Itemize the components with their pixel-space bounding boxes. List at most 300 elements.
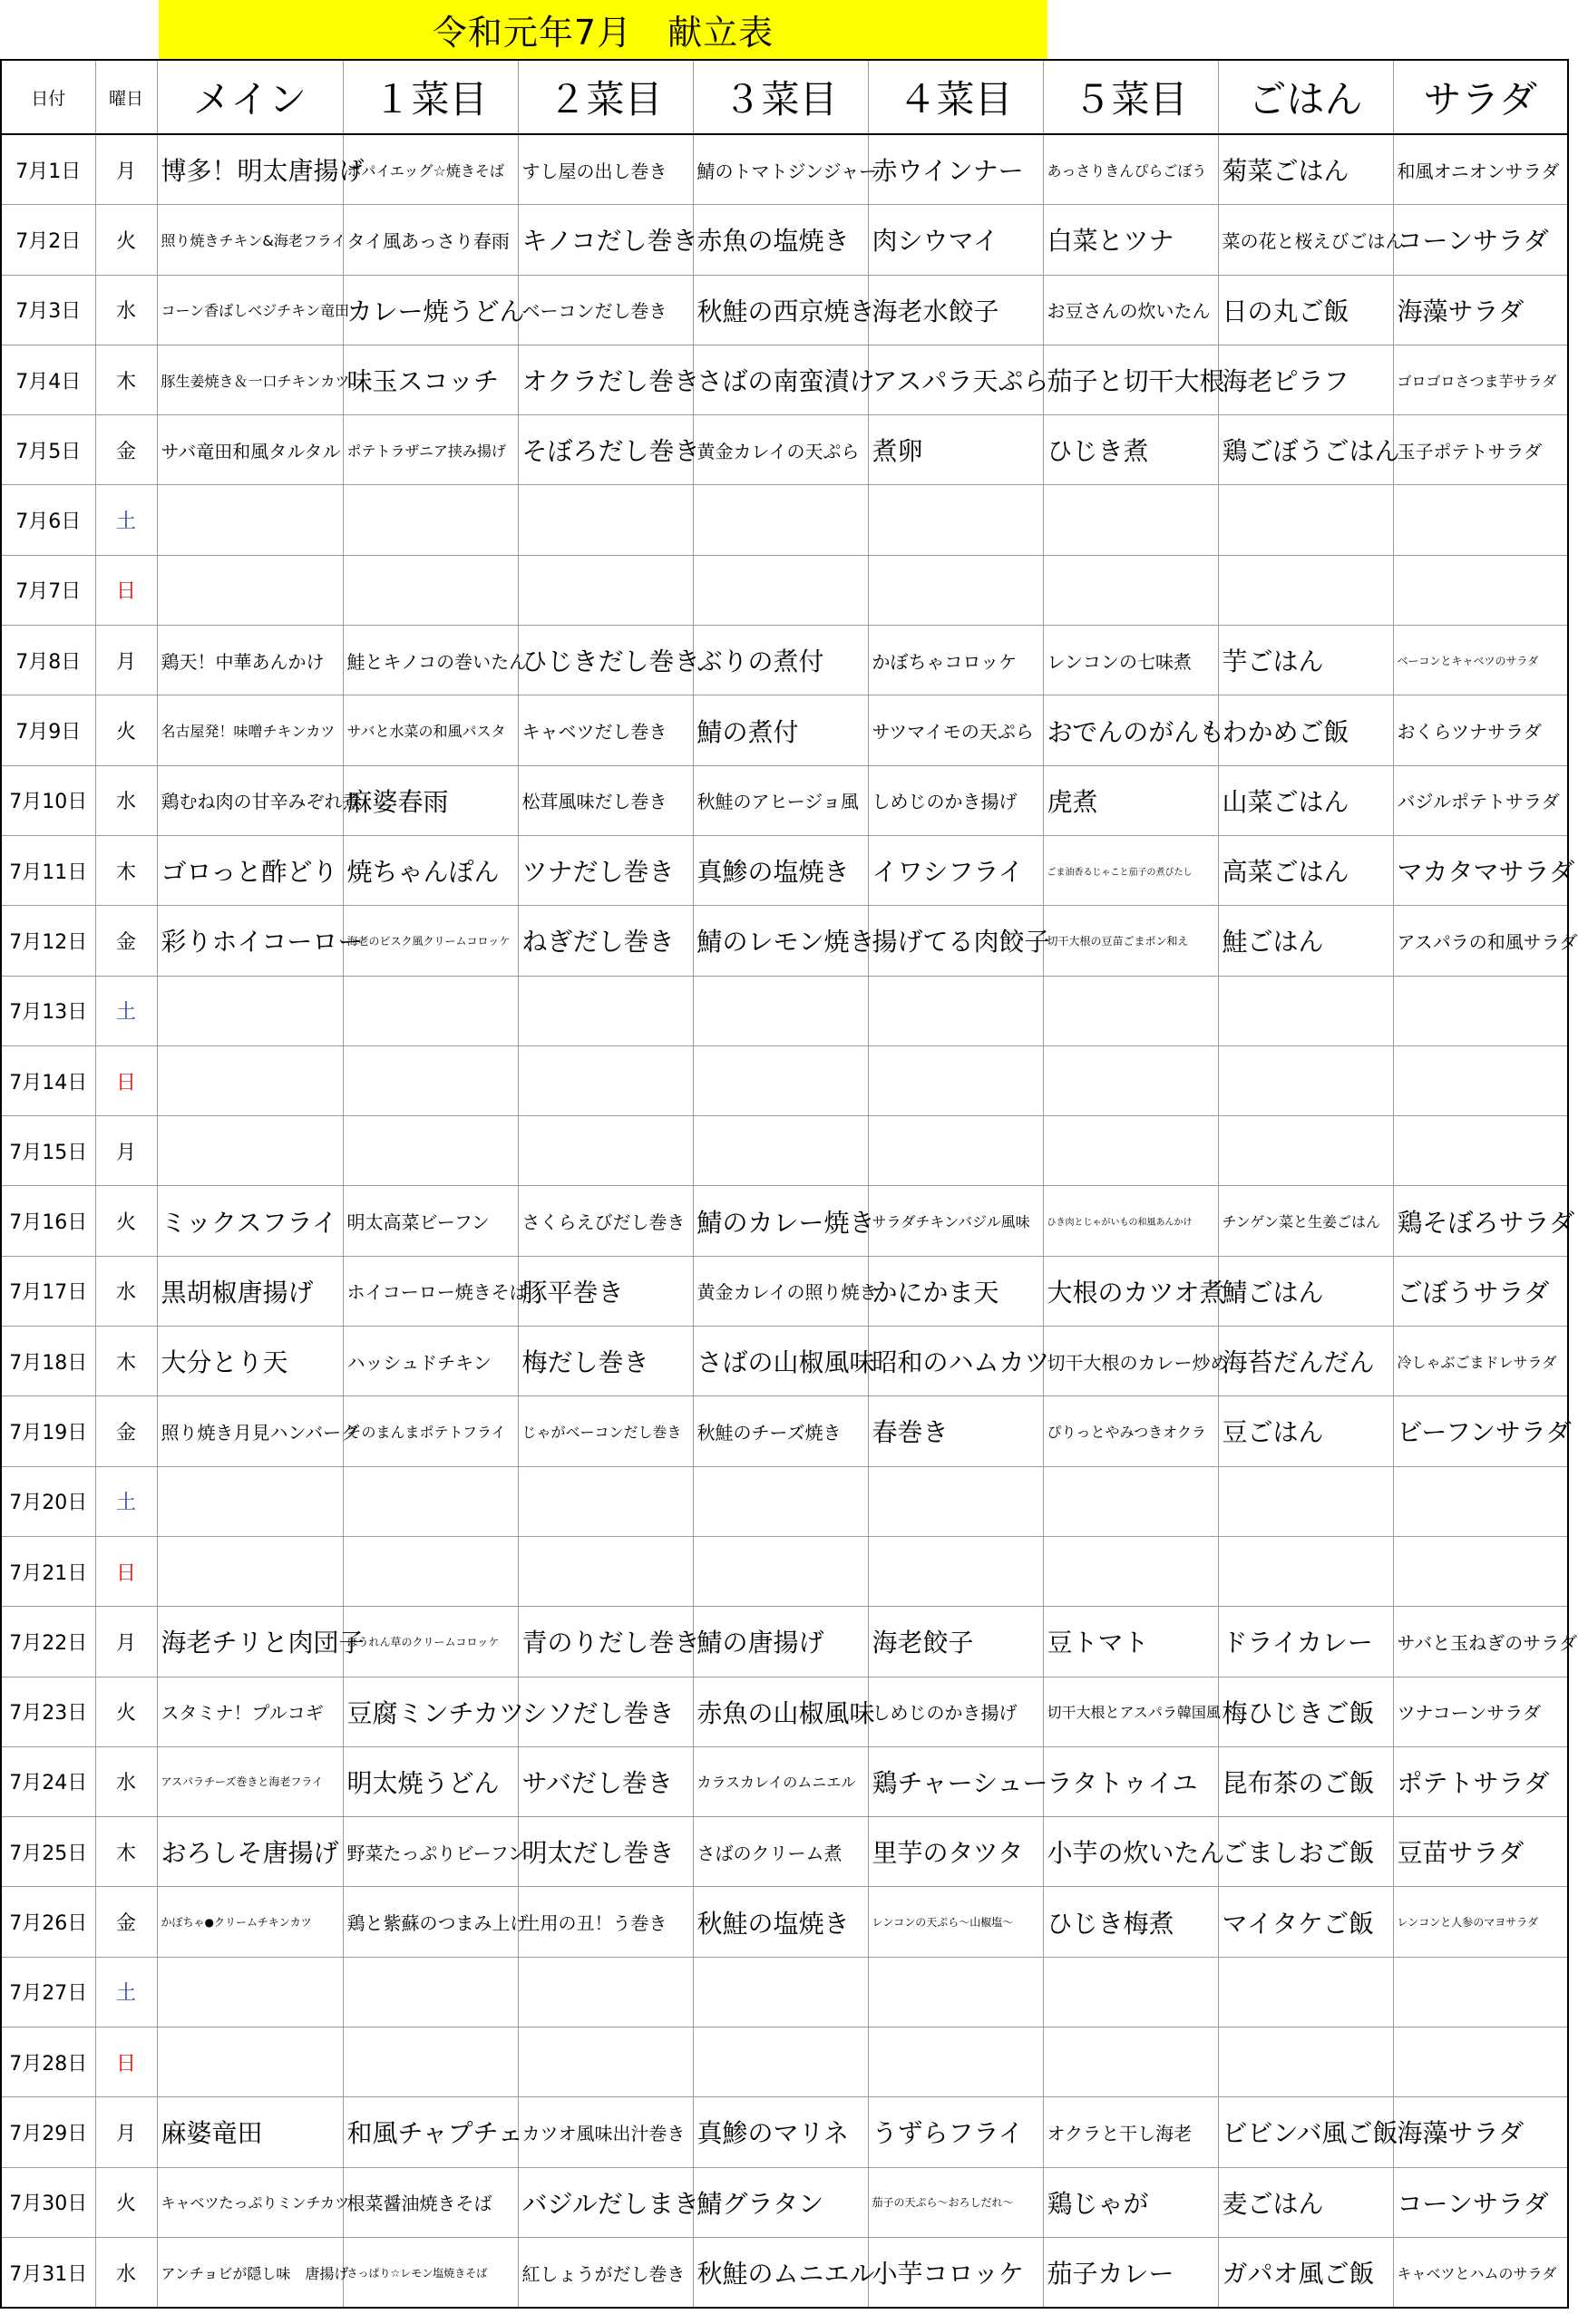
rice-cell: 山菜ごはん: [1218, 765, 1393, 835]
main-dish-cell: 照り焼き月見ハンバーグ: [157, 1396, 343, 1466]
weekday-cell: 月: [95, 1607, 157, 1677]
dish-5-cell: 小芋の炊いたん: [1043, 1817, 1218, 1887]
dish-5-cell: 茄子と切干大根: [1043, 345, 1218, 414]
dish-2-cell: カツオ風味出汁巻き: [518, 2097, 693, 2167]
table-row: [1, 626, 1568, 695]
dish-5-cell: ごま油香るじゃこと茄子の煮びたし: [1043, 835, 1218, 905]
dish-2-cell: サバだし巻き: [518, 1746, 693, 1816]
table-row: [1, 555, 1568, 625]
main-dish-cell: 彩りホイコーロー: [157, 906, 343, 976]
table-row: [1, 1466, 1568, 1536]
salad-cell: ビーフンサラダ: [1393, 1396, 1568, 1466]
date-cell: 7月1日: [1, 134, 95, 205]
dish-3-cell: [693, 1116, 868, 1186]
dish-4-cell: 昭和のハムカツ: [868, 1327, 1043, 1396]
header-salad: サラダ: [1393, 60, 1568, 134]
dish-1-cell: ホイコーロー焼きそば: [343, 1256, 518, 1326]
main-dish-cell: アスパラチーズ巻きと海老フライ: [157, 1746, 343, 1816]
dish-2-cell: オクラだし巻き: [518, 345, 693, 414]
table-row: [1, 2167, 1568, 2237]
dish-5-cell: レンコンの七味煮: [1043, 626, 1218, 695]
table-row: [1, 1536, 1568, 1606]
dish-3-cell: 黄金カレイの天ぷら: [693, 415, 868, 485]
weekday-cell: 水: [95, 1746, 157, 1816]
rice-cell: 日の丸ご飯: [1218, 275, 1393, 345]
date-cell: 7月5日: [1, 415, 95, 485]
date-cell: 7月23日: [1, 1677, 95, 1746]
dish-4-cell: かにかま天: [868, 1256, 1043, 1326]
salad-cell: ベーコンとキャベツのサラダ: [1393, 626, 1568, 695]
date-cell: 7月24日: [1, 1746, 95, 1816]
table-row: [1, 1957, 1568, 2027]
dish-2-cell: 土用の丑！う巻き: [518, 1887, 693, 1957]
table-row: [1, 765, 1568, 835]
main-dish-cell: かぼちゃ●クリームチキンカツ: [157, 1887, 343, 1957]
dish-4-cell: かぼちゃコロッケ: [868, 626, 1043, 695]
main-dish-cell: [157, 2027, 343, 2097]
dish-1-cell: [343, 1116, 518, 1186]
rice-cell: [1218, 976, 1393, 1045]
date-cell: 7月22日: [1, 1607, 95, 1677]
dish-2-cell: [518, 485, 693, 555]
dish-3-cell: [693, 1957, 868, 2027]
dish-2-cell: 明太だし巻き: [518, 1817, 693, 1887]
weekday-cell: 土: [95, 485, 157, 555]
dish-2-cell: 豚平巻き: [518, 1256, 693, 1326]
date-cell: 7月2日: [1, 205, 95, 275]
salad-cell: おくらツナサラダ: [1393, 695, 1568, 765]
salad-cell: 和風オニオンサラダ: [1393, 134, 1568, 205]
weekday-cell: 水: [95, 1256, 157, 1326]
dish-3-cell: 秋鮭の西京焼き: [693, 275, 868, 345]
table-row: [1, 1116, 1568, 1186]
date-cell: 7月31日: [1, 2237, 95, 2308]
dish-1-cell: [343, 1466, 518, 1536]
main-dish-cell: スタミナ！プルコギ: [157, 1677, 343, 1746]
dish-1-cell: [343, 1536, 518, 1606]
date-cell: 7月6日: [1, 485, 95, 555]
dish-2-cell: ひじきだし巻き: [518, 626, 693, 695]
dish-4-cell: サツマイモの天ぷら: [868, 695, 1043, 765]
rice-cell: 豆ごはん: [1218, 1396, 1393, 1466]
weekday-cell: 日: [95, 2027, 157, 2097]
dish-4-cell: アスパラ天ぷら: [868, 345, 1043, 414]
dish-5-cell: おでんのがんも: [1043, 695, 1218, 765]
salad-cell: [1393, 1957, 1568, 2027]
main-dish-cell: コーン香ばしベジチキン竜田: [157, 275, 343, 345]
dish-3-cell: さばのクリーム煮: [693, 1817, 868, 1887]
dish-3-cell: 秋鮭の塩焼き: [693, 1887, 868, 1957]
dish-3-cell: [693, 1466, 868, 1536]
weekday-cell: 日: [95, 1045, 157, 1115]
date-cell: 7月21日: [1, 1536, 95, 1606]
weekday-cell: 火: [95, 1186, 157, 1256]
dish-2-cell: [518, 1957, 693, 2027]
dish-4-cell: [868, 2027, 1043, 2097]
dish-3-cell: 黄金カレイの照り焼き: [693, 1256, 868, 1326]
dish-5-cell: [1043, 1116, 1218, 1186]
main-dish-cell: 鶏天！中華あんかけ: [157, 626, 343, 695]
salad-cell: ポテトサラダ: [1393, 1746, 1568, 1816]
dish-3-cell: 鯖のカレー焼き: [693, 1186, 868, 1256]
main-dish-cell: 博多！明太唐揚げ: [157, 134, 343, 205]
salad-cell: バジルポテトサラダ: [1393, 765, 1568, 835]
dish-2-cell: [518, 1536, 693, 1606]
dish-1-cell: 根菜醤油焼きそば: [343, 2167, 518, 2237]
dish-1-cell: 明太高菜ビーフン: [343, 1186, 518, 1256]
rice-cell: [1218, 1045, 1393, 1115]
main-dish-cell: [157, 976, 343, 1045]
dish-2-cell: 紅しょうがだし巻き: [518, 2237, 693, 2308]
dish-2-cell: [518, 1045, 693, 1115]
table-row: [1, 835, 1568, 905]
dish-1-cell: ポパイエッグ☆焼きそば: [343, 134, 518, 205]
date-cell: 7月12日: [1, 906, 95, 976]
salad-cell: キャベツとハムのサラダ: [1393, 2237, 1568, 2308]
dish-3-cell: 赤魚の塩焼き: [693, 205, 868, 275]
dish-5-cell: 大根のカツオ煮: [1043, 1256, 1218, 1326]
date-cell: 7月11日: [1, 835, 95, 905]
header-row: [1, 60, 1568, 134]
dish-1-cell: [343, 1957, 518, 2027]
dish-2-cell: 松茸風味だし巻き: [518, 765, 693, 835]
dish-5-cell: [1043, 2027, 1218, 2097]
date-cell: 7月18日: [1, 1327, 95, 1396]
rice-cell: 海苔だんだん: [1218, 1327, 1393, 1396]
weekday-cell: 火: [95, 1677, 157, 1746]
salad-cell: ゴロゴロさつま芋サラダ: [1393, 345, 1568, 414]
date-cell: 7月9日: [1, 695, 95, 765]
dish-5-cell: あっさりきんぴらごぼう: [1043, 134, 1218, 205]
dish-1-cell: 和風チャプチェ: [343, 2097, 518, 2167]
dish-5-cell: 豆トマト: [1043, 1607, 1218, 1677]
main-dish-cell: [157, 485, 343, 555]
dish-1-cell: [343, 2027, 518, 2097]
table-row: [1, 485, 1568, 555]
table-row: [1, 1887, 1568, 1957]
table-row: [1, 2237, 1568, 2308]
dish-4-cell: 海老餃子: [868, 1607, 1043, 1677]
date-cell: 7月30日: [1, 2167, 95, 2237]
table-row: [1, 1256, 1568, 1326]
dish-1-cell: 麻婆春雨: [343, 765, 518, 835]
header-weekday: 曜日: [95, 60, 157, 134]
salad-cell: マカタマサラダ: [1393, 835, 1568, 905]
rice-cell: 麦ごはん: [1218, 2167, 1393, 2237]
table-row: [1, 205, 1568, 275]
salad-cell: [1393, 485, 1568, 555]
salad-cell: 鶏そぼろサラダ: [1393, 1186, 1568, 1256]
weekday-cell: 土: [95, 1957, 157, 2027]
main-dish-cell: [157, 1045, 343, 1115]
dish-4-cell: [868, 485, 1043, 555]
date-cell: 7月20日: [1, 1466, 95, 1536]
weekday-cell: 金: [95, 906, 157, 976]
salad-cell: [1393, 1466, 1568, 1536]
date-cell: 7月14日: [1, 1045, 95, 1115]
weekday-cell: 水: [95, 765, 157, 835]
weekday-cell: 火: [95, 205, 157, 275]
dish-4-cell: [868, 976, 1043, 1045]
dish-5-cell: ラタトゥイユ: [1043, 1746, 1218, 1816]
salad-cell: [1393, 555, 1568, 625]
date-cell: 7月25日: [1, 1817, 95, 1887]
salad-cell: 海藻サラダ: [1393, 275, 1568, 345]
table-row: [1, 1817, 1568, 1887]
main-dish-cell: サバ竜田和風タルタル: [157, 415, 343, 485]
rice-cell: [1218, 1466, 1393, 1536]
main-dish-cell: 海老チリと肉団子: [157, 1607, 343, 1677]
salad-cell: [1393, 976, 1568, 1045]
dish-1-cell: ポテトラザニア挟み揚げ: [343, 415, 518, 485]
dish-1-cell: 豆腐ミンチカツ: [343, 1677, 518, 1746]
salad-cell: 海藻サラダ: [1393, 2097, 1568, 2167]
header-rice: ごはん: [1218, 60, 1393, 134]
dish-1-cell: タイ風あっさり春雨: [343, 205, 518, 275]
header-dish-1: １菜目: [343, 60, 518, 134]
salad-cell: コーンサラダ: [1393, 205, 1568, 275]
dish-3-cell: さばの山椒風味: [693, 1327, 868, 1396]
date-cell: 7月8日: [1, 626, 95, 695]
table-row: [1, 1677, 1568, 1746]
rice-cell: 鯖ごはん: [1218, 1256, 1393, 1326]
rice-cell: ドライカレー: [1218, 1607, 1393, 1677]
dish-3-cell: 真鯵のマリネ: [693, 2097, 868, 2167]
weekday-cell: 金: [95, 1396, 157, 1466]
salad-cell: ツナコーンサラダ: [1393, 1677, 1568, 1746]
date-cell: 7月3日: [1, 275, 95, 345]
rice-cell: 鮭ごはん: [1218, 906, 1393, 976]
salad-cell: アスパラの和風サラダ: [1393, 906, 1568, 976]
table-row: [1, 1396, 1568, 1466]
dish-2-cell: じゃがベーコンだし巻き: [518, 1396, 693, 1466]
dish-1-cell: 焼ちゃんぽん: [343, 835, 518, 905]
dish-3-cell: カラスカレイのムニエル: [693, 1746, 868, 1816]
dish-3-cell: さばの南蛮漬け: [693, 345, 868, 414]
dish-3-cell: 鯖の唐揚げ: [693, 1607, 868, 1677]
dish-1-cell: ほうれん草のクリームコロッケ: [343, 1607, 518, 1677]
dish-5-cell: [1043, 1536, 1218, 1606]
header-dish-5: ５菜目: [1043, 60, 1218, 134]
dish-5-cell: ひき肉とじゃがいもの和風あんかけ: [1043, 1186, 1218, 1256]
rice-cell: 鶏ごぼうごはん: [1218, 415, 1393, 485]
date-cell: 7月15日: [1, 1116, 95, 1186]
table-row: [1, 1186, 1568, 1256]
dish-4-cell: 春巻き: [868, 1396, 1043, 1466]
weekday-cell: 土: [95, 1466, 157, 1536]
dish-3-cell: [693, 1045, 868, 1115]
salad-cell: [1393, 1116, 1568, 1186]
main-dish-cell: おろしそ唐揚げ: [157, 1817, 343, 1887]
dish-5-cell: ぴりっとやみつきオクラ: [1043, 1396, 1218, 1466]
dish-4-cell: [868, 555, 1043, 625]
dish-4-cell: しめじのかき揚げ: [868, 765, 1043, 835]
dish-1-cell: [343, 555, 518, 625]
date-cell: 7月19日: [1, 1396, 95, 1466]
dish-1-cell: そのまんまポテトフライ: [343, 1396, 518, 1466]
dish-4-cell: 煮卵: [868, 415, 1043, 485]
dish-4-cell: レンコンの天ぷら～山椒塩～: [868, 1887, 1043, 1957]
rice-cell: 昆布茶のご飯: [1218, 1746, 1393, 1816]
rice-cell: 芋ごはん: [1218, 626, 1393, 695]
dish-3-cell: 赤魚の山椒風味: [693, 1677, 868, 1746]
dish-4-cell: [868, 1536, 1043, 1606]
main-dish-cell: 名古屋発！味噌チキンカツ: [157, 695, 343, 765]
dish-4-cell: うずらフライ: [868, 2097, 1043, 2167]
header-dish-2: ２菜目: [518, 60, 693, 134]
dish-3-cell: 鯖のトマトジンジャー: [693, 134, 868, 205]
dish-2-cell: そぼろだし巻き: [518, 415, 693, 485]
salad-cell: レンコンと人参のマヨサラダ: [1393, 1887, 1568, 1957]
rice-cell: わかめご飯: [1218, 695, 1393, 765]
dish-3-cell: 秋鮭のムニエル: [693, 2237, 868, 2308]
weekday-cell: 金: [95, 415, 157, 485]
dish-3-cell: [693, 976, 868, 1045]
salad-cell: 玉子ポテトサラダ: [1393, 415, 1568, 485]
weekday-cell: 木: [95, 835, 157, 905]
weekday-cell: 土: [95, 976, 157, 1045]
table-row: [1, 134, 1568, 205]
dish-2-cell: [518, 555, 693, 625]
dish-5-cell: 切干大根の豆苗ごまポン和え: [1043, 906, 1218, 976]
dish-5-cell: [1043, 976, 1218, 1045]
rice-cell: チンゲン菜と生姜ごはん: [1218, 1186, 1393, 1256]
dish-1-cell: 海老のビスク風クリームコロッケ: [343, 906, 518, 976]
dish-1-cell: 明太焼うどん: [343, 1746, 518, 1816]
table-row: [1, 1607, 1568, 1677]
dish-4-cell: 里芋のタツタ: [868, 1817, 1043, 1887]
rice-cell: 菜の花と桜えびごはん: [1218, 205, 1393, 275]
rice-cell: マイタケご飯: [1218, 1887, 1393, 1957]
dish-2-cell: 青のりだし巻き: [518, 1607, 693, 1677]
dish-1-cell: ハッシュドチキン: [343, 1327, 518, 1396]
dish-4-cell: 鶏チャーシュー: [868, 1746, 1043, 1816]
dish-1-cell: [343, 1045, 518, 1115]
weekday-cell: 月: [95, 134, 157, 205]
main-dish-cell: キャベツたっぷりミンチカツ: [157, 2167, 343, 2237]
dish-4-cell: 揚げてる肉餃子: [868, 906, 1043, 976]
dish-1-cell: 鮭とキノコの巻いたん: [343, 626, 518, 695]
date-cell: 7月16日: [1, 1186, 95, 1256]
dish-1-cell: さっぱり☆レモン塩焼きそば: [343, 2237, 518, 2308]
weekday-cell: 木: [95, 1817, 157, 1887]
main-dish-cell: 鶏むね肉の甘辛みぞれ煮: [157, 765, 343, 835]
date-cell: 7月27日: [1, 1957, 95, 2027]
menu-body: [1, 134, 1578, 2308]
dish-3-cell: 真鯵の塩焼き: [693, 835, 868, 905]
dish-5-cell: 鶏じゃが: [1043, 2167, 1218, 2237]
dish-4-cell: [868, 1957, 1043, 2027]
dish-3-cell: [693, 555, 868, 625]
dish-5-cell: ひじき煮: [1043, 415, 1218, 485]
dish-2-cell: [518, 1116, 693, 1186]
table-row: [1, 1327, 1568, 1396]
dish-5-cell: [1043, 1466, 1218, 1536]
dish-5-cell: お豆さんの炊いたん: [1043, 275, 1218, 345]
dish-2-cell: キャベツだし巻き: [518, 695, 693, 765]
dish-5-cell: 虎煮: [1043, 765, 1218, 835]
dish-4-cell: 茄子の天ぷら～おろしだれ～: [868, 2167, 1043, 2237]
dish-2-cell: [518, 2027, 693, 2097]
rice-cell: ビビンバ風ご飯: [1218, 2097, 1393, 2167]
dish-2-cell: バジルだしまき: [518, 2167, 693, 2237]
dish-5-cell: 茄子カレー: [1043, 2237, 1218, 2308]
rice-cell: [1218, 1957, 1393, 2027]
menu-table: [0, 59, 1578, 2309]
dish-2-cell: ツナだし巻き: [518, 835, 693, 905]
table-row: [1, 976, 1568, 1045]
table-row: [1, 275, 1568, 345]
dish-5-cell: [1043, 1957, 1218, 2027]
salad-cell: 豆苗サラダ: [1393, 1817, 1568, 1887]
dish-5-cell: オクラと干し海老: [1043, 2097, 1218, 2167]
table-row: [1, 1746, 1568, 1816]
dish-4-cell: 肉シウマイ: [868, 205, 1043, 275]
table-row: [1, 1045, 1568, 1115]
dish-2-cell: すし屋の出し巻き: [518, 134, 693, 205]
main-dish-cell: 大分とり天: [157, 1327, 343, 1396]
salad-cell: [1393, 1045, 1568, 1115]
weekday-cell: 金: [95, 1887, 157, 1957]
salad-cell: [1393, 2027, 1568, 2097]
dish-3-cell: [693, 1536, 868, 1606]
table-row: [1, 415, 1568, 485]
weekday-cell: 日: [95, 555, 157, 625]
table-row: [1, 2027, 1568, 2097]
table-row: [1, 906, 1568, 976]
header-dish-4: ４菜目: [868, 60, 1043, 134]
header-dish-3: ３菜目: [693, 60, 868, 134]
main-dish-cell: [157, 1466, 343, 1536]
main-dish-cell: アンチョビが隠し味 唐揚げ: [157, 2237, 343, 2308]
table-row: [1, 345, 1568, 414]
main-dish-cell: 豚生姜焼き＆一口チキンカツ: [157, 345, 343, 414]
dish-1-cell: サバと水菜の和風パスタ: [343, 695, 518, 765]
dish-4-cell: サラダチキンバジル風味: [868, 1186, 1043, 1256]
salad-cell: サバと玉ねぎのサラダ: [1393, 1607, 1568, 1677]
dish-5-cell: [1043, 555, 1218, 625]
dish-2-cell: [518, 1466, 693, 1536]
table-row: [1, 695, 1568, 765]
dish-3-cell: 鯖のレモン焼き: [693, 906, 868, 976]
dish-4-cell: 海老水餃子: [868, 275, 1043, 345]
dish-2-cell: ベーコンだし巻き: [518, 275, 693, 345]
dish-4-cell: 赤ウインナー: [868, 134, 1043, 205]
weekday-cell: 木: [95, 1327, 157, 1396]
rice-cell: [1218, 1536, 1393, 1606]
weekday-cell: 月: [95, 1116, 157, 1186]
dish-1-cell: 味玉スコッチ: [343, 345, 518, 414]
date-cell: 7月17日: [1, 1256, 95, 1326]
weekday-cell: 木: [95, 345, 157, 414]
date-cell: 7月29日: [1, 2097, 95, 2167]
dish-1-cell: 鶏と紫蘇のつまみ上げ: [343, 1887, 518, 1957]
dish-4-cell: 小芋コロッケ: [868, 2237, 1043, 2308]
dish-2-cell: ねぎだし巻き: [518, 906, 693, 976]
dish-1-cell: [343, 976, 518, 1045]
dish-2-cell: 梅だし巻き: [518, 1327, 693, 1396]
weekday-cell: 水: [95, 275, 157, 345]
weekday-cell: 火: [95, 2167, 157, 2237]
dish-1-cell: [343, 485, 518, 555]
dish-2-cell: シソだし巻き: [518, 1677, 693, 1746]
rice-cell: 梅ひじきご飯: [1218, 1677, 1393, 1746]
header-main: メイン: [157, 60, 343, 134]
main-dish-cell: ミックスフライ: [157, 1186, 343, 1256]
salad-cell: 冷しゃぶごまドレサラダ: [1393, 1327, 1568, 1396]
dish-3-cell: ぶりの煮付: [693, 626, 868, 695]
salad-cell: コーンサラダ: [1393, 2167, 1568, 2237]
